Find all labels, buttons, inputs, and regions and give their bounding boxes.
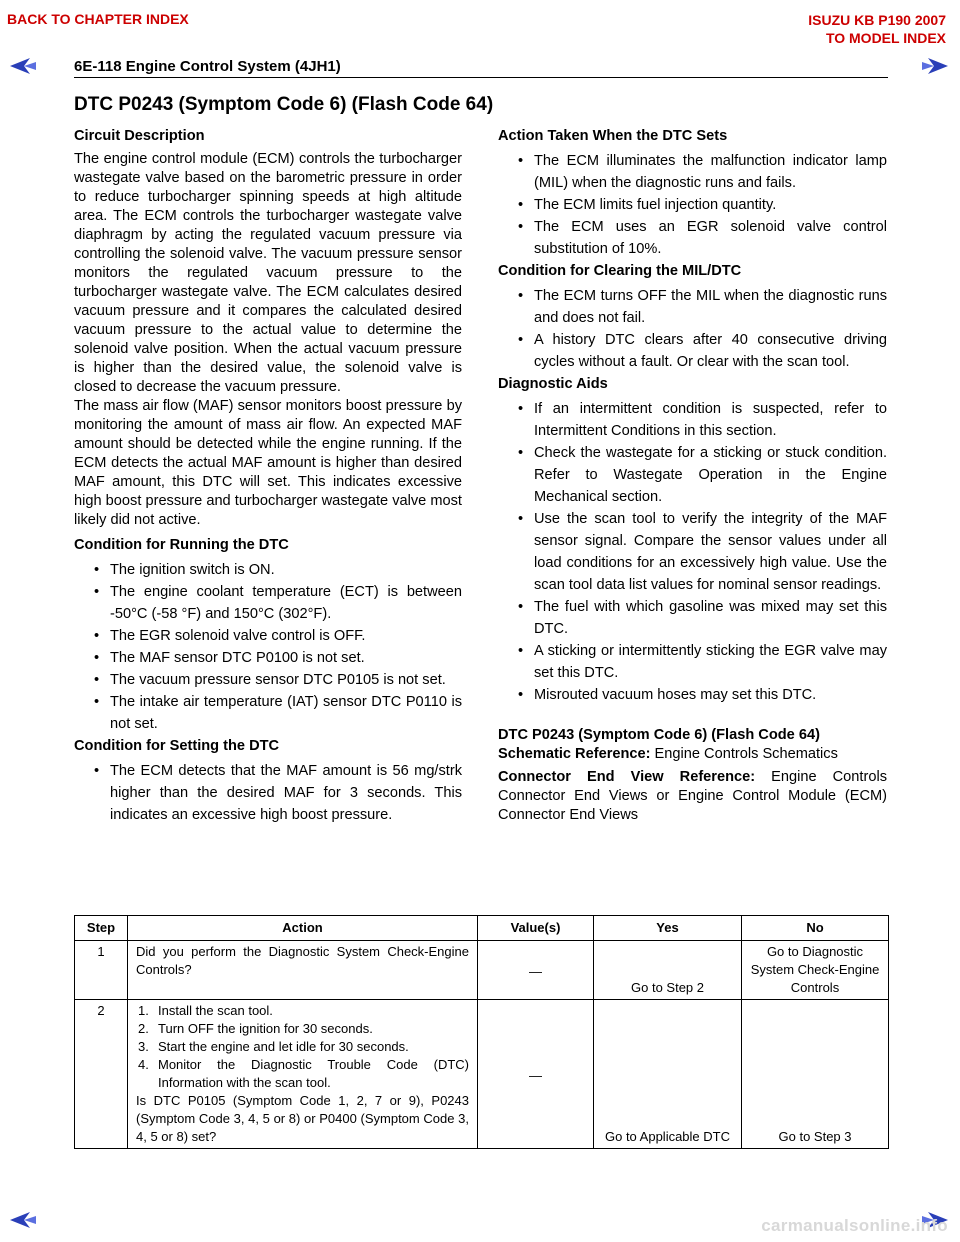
- left-column: [74, 127, 462, 828]
- circuit-description-paragraph-1: The engine control module (ECM) controls the turbocharger wastegate valve based on the barometric pressure in order to reduce turbocharger spinning speeds at high altitude area. The ECM controls the turbocharger wastegate valve diaphragm by acting the regulated vacuum pressure via controlling the solenoid valve. The vacuum pressure sensor monitors the regulated vacuum pressure to the turbocharger wastegate valve. The ECM calculates desired vacuum pressure and it compares the calculated desired vacuum pressure to the actual value to determine the solenoid valve position. When the actual vacuum pressure is higher than the desired value, the solenoid valve is closed to decrease the vacuum pressure.: [74, 151, 462, 395]
- circuit-description-heading: Circuit Description: [74, 128, 205, 144]
- step-value: —: [478, 941, 594, 1000]
- list-item: • The ECM limits fuel injection quantity.: [498, 194, 887, 216]
- back-to-chapter-index-link[interactable]: BACK TO CHAPTER INDEX: [7, 11, 189, 27]
- list-item: • The ignition switch is ON.: [74, 559, 462, 581]
- list-item: • Misrouted vacuum hoses may set this DTC.: [498, 684, 887, 706]
- diagnostic-step-table: [74, 915, 888, 1149]
- header-values: Value(s): [478, 916, 594, 941]
- running-condition-list: [74, 559, 462, 735]
- action-steps-list: [136, 1002, 469, 1092]
- header-no: No: [742, 916, 889, 941]
- schematic-reference-label: Schematic Reference:: [498, 746, 651, 762]
- setting-condition-list: [74, 760, 462, 826]
- step-action: Did you perform the Diagnostic System Check-Engine Controls?: [128, 941, 478, 1000]
- header-yes: Yes: [594, 916, 742, 941]
- clearing-condition-list: [498, 285, 887, 373]
- page-title: DTC P0243 (Symptom Code 6) (Flash Code 64): [74, 94, 494, 115]
- header-divider: [74, 77, 888, 78]
- list-item: 4. Monitor the Diagnostic Trouble Code (DTC) Information with the scan tool.: [138, 1057, 469, 1090]
- connector-reference-link[interactable]: Engine Controls Connector End Views or Engine Control Module (ECM) Connector End Views: [498, 769, 887, 823]
- step-yes-link[interactable]: Go to Step 2: [594, 941, 742, 1000]
- step-value: —: [478, 1000, 594, 1149]
- watermark-text: carmanualsonline.info: [761, 1216, 948, 1235]
- to-model-index-link[interactable]: TO MODEL INDEX: [825, 30, 946, 46]
- step-no-link[interactable]: Go to Step 3: [742, 1000, 889, 1149]
- header-action: Action: [128, 916, 478, 941]
- list-item: 3. Start the engine and let idle for 30 seconds.: [138, 1039, 409, 1054]
- step-yes-link[interactable]: Go to Applicable DTC: [594, 1000, 742, 1149]
- list-item: • The engine coolant temperature (ECT) is between -50°C (-58 °F) and 150°C (302°F).: [74, 581, 462, 625]
- header-step: Step: [75, 916, 128, 941]
- step-action: [128, 1000, 478, 1149]
- table-row: [75, 1000, 889, 1149]
- model-title: ISUZU KB P190 2007: [808, 12, 946, 28]
- list-item: • The ECM uses an EGR solenoid valve control substitution of 10%.: [498, 216, 887, 260]
- diagnostic-aids-heading: Diagnostic Aids: [498, 376, 608, 392]
- clearing-condition-heading: Condition for Clearing the MIL/DTC: [498, 263, 742, 279]
- dtc-subtitle: DTC P0243 (Symptom Code 6) (Flash Code 64): [498, 727, 820, 743]
- list-item: • A history DTC clears after 40 consecutive driving cycles without a fault. Or clear with the scan tool.: [498, 329, 887, 373]
- table-header-row: [75, 916, 889, 941]
- circuit-description-paragraph-2: The mass air flow (MAF) sensor monitors boost pressure by monitoring the amount of mass air flow. An expected MAF amount should be detected while the engine running. If the ECM detects the actual MAF amount is higher than desired MAF amount, this DTC will set. This indicates excessive high boost pressure and turbocharger wastegate valve most likely did not active.: [74, 398, 462, 528]
- list-item: • The ECM detects that the MAF amount is 56 mg/strk higher than the desired MAF for 3 seconds. This indicates an excessive high boost pressure.: [74, 760, 462, 826]
- step-number: 1: [75, 941, 128, 1000]
- page-header-label: 6E-118 Engine Control System (4JH1): [74, 58, 341, 75]
- list-item: • The EGR solenoid valve control is OFF.: [74, 625, 462, 647]
- list-item: • Check the wastegate for a sticking or stuck condition. Refer to Wastegate Operation in the Engine Mechanical section.: [498, 442, 887, 508]
- step-question: Is DTC P0105 (Symptom Code 1, 2, 7 or 9), P0243 (Symptom Code 3, 4, 5 or 8) or P0400 (Symptom Code 3, 4, 5 or 8) set?: [136, 1093, 469, 1144]
- diagnostic-aids-list: [498, 398, 887, 706]
- action-taken-heading: Action Taken When the DTC Sets: [498, 128, 728, 144]
- list-item: • The ECM turns OFF the MIL when the diagnostic runs and does not fail.: [498, 285, 887, 329]
- list-item: • The vacuum pressure sensor DTC P0105 is not set.: [74, 669, 462, 691]
- list-item: • If an intermittent condition is suspected, refer to Intermittent Conditions in this section.: [498, 398, 887, 442]
- action-taken-list: [498, 150, 887, 260]
- step-number: 2: [75, 1000, 128, 1149]
- table-row: [75, 941, 889, 1000]
- list-item: • The intake air temperature (IAT) sensor DTC P0110 is not set.: [74, 691, 462, 735]
- list-item: • The MAF sensor DTC P0100 is not set.: [74, 647, 462, 669]
- connector-reference-label: Connector End View Reference:: [498, 769, 756, 785]
- connector-reference: [498, 768, 887, 825]
- list-item: 2. Turn OFF the ignition for 30 seconds.: [138, 1021, 373, 1036]
- list-item: • The ECM illuminates the malfunction indicator lamp (MIL) when the diagnostic runs and fails.: [498, 150, 887, 194]
- model-index-block[interactable]: [808, 11, 946, 47]
- previous-page-arrow-icon[interactable]: [10, 58, 36, 74]
- list-item: • The fuel with which gasoline was mixed may set this DTC.: [498, 596, 887, 640]
- list-item: • A sticking or intermittently sticking the EGR valve may set this DTC.: [498, 640, 887, 684]
- step-no-link[interactable]: Go to Diagnostic System Check-Engine Controls: [742, 941, 889, 1000]
- schematic-reference-link[interactable]: Engine Controls Schematics: [650, 746, 838, 762]
- list-item: • Use the scan tool to verify the integrity of the MAF sensor signal. Compare the sensor values under all load conditions for an excessively high value. Use the scan tool data list values for nominal sensor readings.: [498, 508, 887, 596]
- schematic-reference: [498, 745, 887, 764]
- list-item: 1. Install the scan tool.: [138, 1003, 273, 1018]
- next-page-arrow-icon[interactable]: [922, 58, 948, 74]
- running-condition-heading: Condition for Running the DTC: [74, 537, 289, 553]
- right-column: [498, 127, 887, 825]
- setting-condition-heading: Condition for Setting the DTC: [74, 738, 280, 754]
- previous-page-arrow-icon[interactable]: [10, 1212, 36, 1228]
